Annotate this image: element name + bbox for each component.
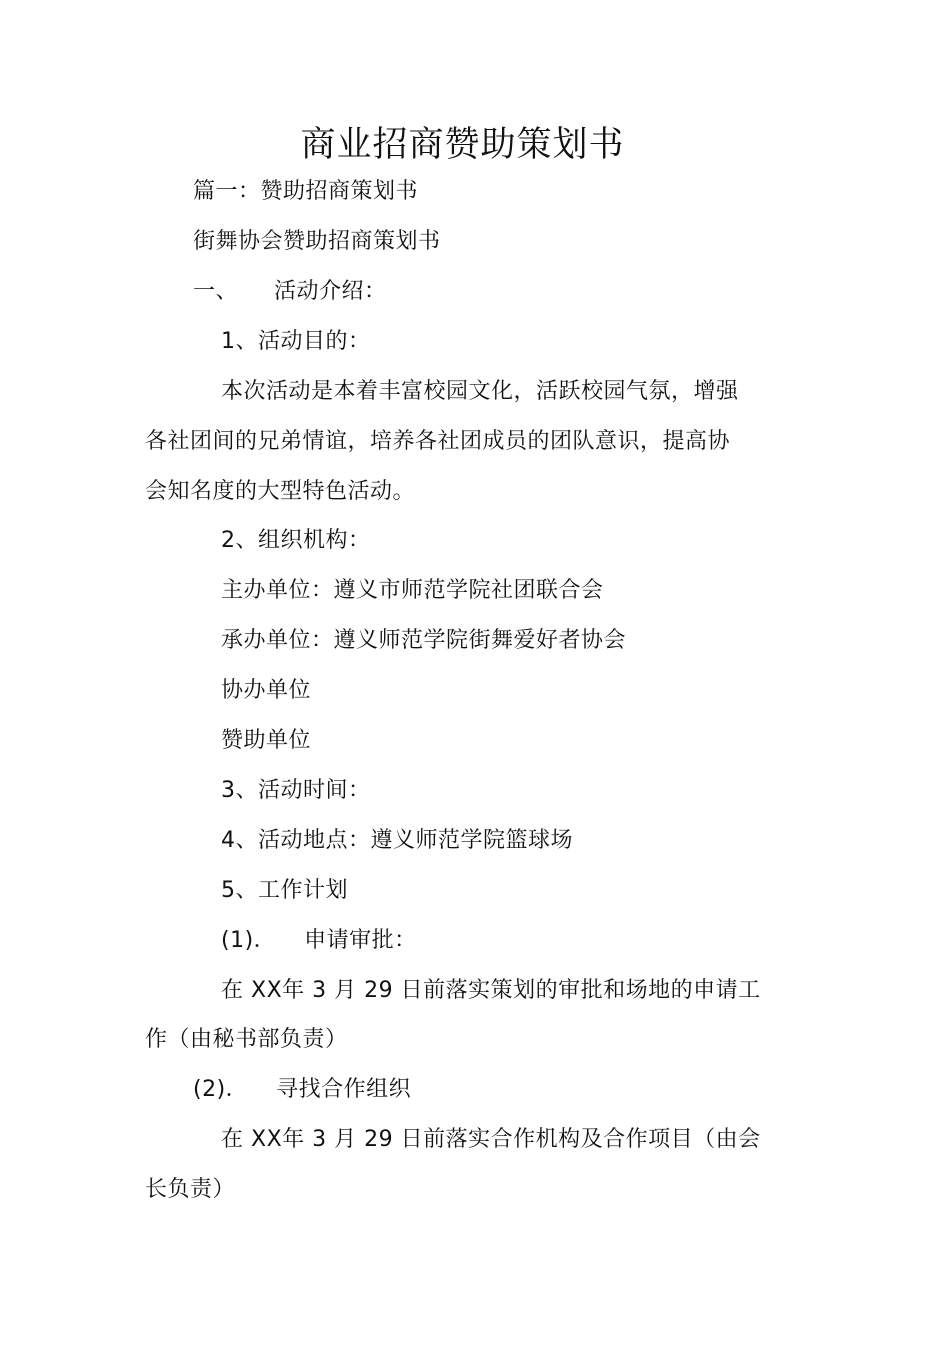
step-heading-partners [193, 1075, 411, 1105]
item-heading-work-plan: 5、工作计划 [221, 878, 348, 903]
step-heading-approval [221, 926, 417, 956]
section-label: 活动介绍： [274, 279, 387, 304]
paragraph-line: 本次活动是本着丰富校园文化，活跃校园气氛，增强 [221, 379, 739, 404]
document-title: 商业招商赞助策划书 [300, 125, 625, 165]
paragraph-line: 在 XX年 3 月 29 日前落实合作机构及合作项目（由会 [221, 1127, 761, 1152]
paragraph-line: 作（由秘书部负责） [145, 1027, 348, 1052]
co-organizer-unit: 协办单位 [221, 678, 312, 703]
sponsor-unit: 赞助单位 [221, 728, 312, 753]
organizer-unit: 承办单位：遵义师范学院街舞爱好者协会 [221, 628, 627, 653]
item-heading-time: 3、活动时间： [221, 778, 371, 803]
subtitle: 街舞协会赞助招商策划书 [193, 229, 441, 254]
step-label: 申请审批： [304, 928, 417, 953]
item-heading-location: 4、活动地点：遵义师范学院篮球场 [221, 828, 573, 853]
item-heading-organization: 2、组织机构： [221, 528, 371, 553]
item-heading-purpose: 1、活动目的： [221, 329, 371, 354]
step-number: (1)． [221, 928, 277, 953]
paragraph-line: 各社团间的兄弟情谊，培养各社团成员的团队意识，提高协 [145, 429, 731, 454]
paragraph-line: 在 XX年 3 月 29 日前落实策划的审批和场地的申请工 [221, 978, 761, 1003]
chapter-heading: 篇一：赞助招商策划书 [193, 179, 419, 204]
paragraph-line: 会知名度的大型特色活动。 [145, 479, 416, 504]
step-label: 寻找合作组织 [276, 1077, 412, 1102]
step-number: (2)． [193, 1077, 249, 1102]
host-unit: 主办单位：遵义市师范学院社团联合会 [221, 578, 604, 603]
section-number: 一、 [193, 279, 239, 304]
section-heading-activity-intro [193, 277, 387, 307]
paragraph-line: 长负责） [145, 1177, 236, 1202]
